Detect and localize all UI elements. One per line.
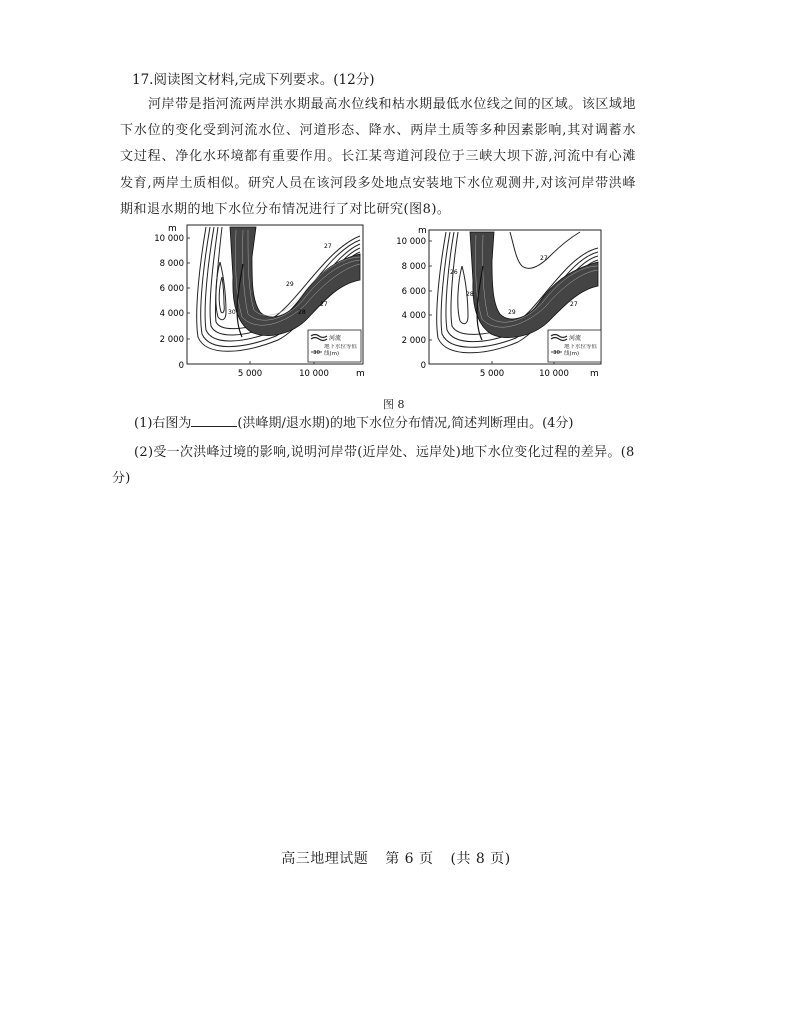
right-groundwater-map bbox=[390, 226, 620, 382]
left-contour-label: 27 bbox=[320, 301, 328, 308]
right-x-tick: 10 000 bbox=[539, 369, 569, 379]
right-y-tick: 10 000 bbox=[396, 237, 426, 247]
left-contour-label: 30 bbox=[228, 309, 236, 316]
left-y-tick: 10 000 bbox=[154, 234, 184, 244]
right-contour-label: 27 bbox=[570, 301, 578, 308]
right-contour-label: 29 bbox=[508, 309, 516, 316]
left-contour-label: 27 bbox=[324, 243, 332, 250]
legend-contour-label: 地下水位等值线(m) bbox=[564, 344, 598, 357]
legend-river-label: 河流 bbox=[329, 335, 342, 342]
right-y-tick: 0 bbox=[420, 361, 426, 371]
left-y-tick: 0 bbox=[178, 361, 184, 371]
legend-contour-label: 地下水位等值线(m) bbox=[324, 344, 358, 357]
question-title: 17.阅读图文材料,完成下列要求。(12分) bbox=[132, 72, 375, 88]
left-legend bbox=[308, 330, 361, 362]
left-contour-label: 28 bbox=[298, 309, 306, 316]
legend-river-label: 河流 bbox=[569, 335, 582, 342]
right-y-tick: 4 000 bbox=[401, 311, 426, 321]
answer-blank bbox=[191, 412, 237, 427]
left-y-tick: 6 000 bbox=[159, 284, 184, 294]
legend-contour-value: 30 bbox=[553, 350, 560, 356]
left-y-tick: 4 000 bbox=[159, 309, 184, 319]
left-x-tick: 10 000 bbox=[299, 369, 329, 378]
legend-contour-value: 30 bbox=[313, 350, 320, 356]
page-footer bbox=[0, 848, 792, 868]
left-x-unit: m bbox=[356, 369, 365, 378]
right-x-unit: m bbox=[590, 369, 599, 379]
left-y-tick: 8 000 bbox=[159, 259, 184, 269]
right-y-tick: 2 000 bbox=[401, 336, 426, 346]
sub-question-1 bbox=[134, 412, 574, 436]
right-contour-label: 26 bbox=[450, 269, 458, 276]
left-y-tick: 2 000 bbox=[159, 335, 184, 345]
right-y-tick: 6 000 bbox=[401, 287, 426, 297]
right-y-tick: 8 000 bbox=[401, 262, 426, 272]
q1-before-text: (1)右图为 bbox=[134, 416, 192, 431]
footer-page: 第 6 页 bbox=[385, 851, 434, 867]
footer-subject: 高三地理试题 bbox=[281, 851, 369, 867]
right-legend bbox=[548, 330, 601, 362]
left-groundwater-map bbox=[148, 222, 378, 378]
q1-after-text: (洪峰期/退水期)的地下水位分布情况,简述判断理由。(4分) bbox=[237, 416, 574, 431]
question-paragraph: 河岸带是指河流两岸洪水期最高水位线和枯水期最低水位线之间的区域。该区域地下水位的变化受到河流水位、河道形态、降水、两岸土质等多种因素影响,其对调蓄水文过程、净化水环境都有重要作用。长江某弯道河段位于三峡大坝下游,河流中有心滩发育,两岸土质相似。研究人员在该河段多处地点安装地下水位观测井,对该河岸带洪峰期和退水期的地下水位分布情况进行了对比研究(图8)。 bbox=[120, 97, 636, 217]
left-x-tick: 5 000 bbox=[237, 369, 263, 378]
right-y-unit: m bbox=[418, 226, 427, 236]
left-y-unit: m bbox=[168, 224, 177, 234]
right-x-tick: 5 000 bbox=[479, 369, 505, 379]
left-contour-label: 29 bbox=[286, 281, 294, 288]
right-contour-label: 28 bbox=[466, 291, 474, 298]
sub-question-2: (2)受一次洪峰过境的影响,说明河岸带(近岸处、远岸处)地下水位变化过程的差异。(8分) bbox=[112, 445, 635, 486]
figure-caption: 图 8 bbox=[383, 398, 405, 411]
footer-total: (共 8 页) bbox=[450, 851, 511, 867]
right-contour-label: 27 bbox=[540, 255, 548, 262]
